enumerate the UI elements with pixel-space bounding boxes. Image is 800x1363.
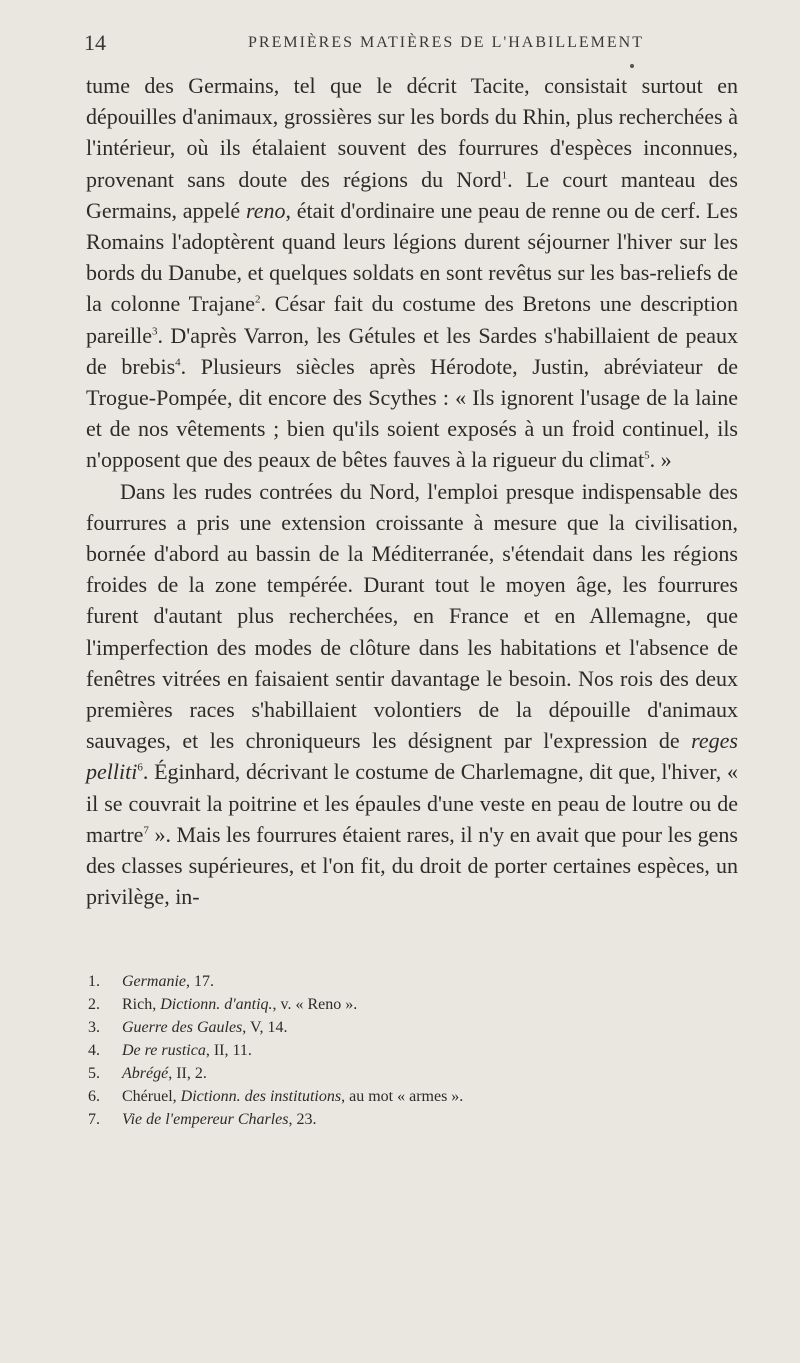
footnote-ref-6[interactable]: 6 xyxy=(137,762,143,775)
footnote-ref-3[interactable]: 3 xyxy=(151,325,158,338)
footnote-text xyxy=(122,1039,252,1062)
footnote-text xyxy=(122,993,357,1016)
paragraph-2-text: Dans les rudes contrées du Nord, l'emploi presque indispensable des fourrures a pris une extension croissante à mesure que la civilisation, bornée d'abord au bassin de la Méditerranée, s'étendait dans les régions froides de la zone tempérée. Durant tout le moyen âge, les fourrures furent d'autant plus recherchées, en France et en Allemagne, que l'imperfection des modes de clôture dans les habitations et l'absence de fenêtres vitrées en faisaient sentir davantage le besoin. Nos rois des deux premières races s'habillaient volontiers de la dépouille d'animaux sauvages, et les chroniqueurs les désignent par l'expression de xyxy=(86,478,738,754)
footnote-rest: , v. « Reno ». xyxy=(272,996,358,1014)
footnote-rest: , II, 11. xyxy=(205,1042,252,1060)
ornament-dot xyxy=(630,64,634,68)
footnote-author: Rich, xyxy=(122,996,161,1014)
footnote-2 xyxy=(86,993,738,1016)
footnote-title: Guerre des Gaules xyxy=(122,1019,243,1037)
body-text xyxy=(86,70,738,912)
italic-term-reges-pelliti: reges pelliti xyxy=(86,728,738,785)
footnote-ref-4[interactable]: 4 xyxy=(175,356,181,369)
footnote-6 xyxy=(86,1085,738,1108)
footnote-5 xyxy=(86,1062,738,1085)
footnote-rest: , 23. xyxy=(288,1111,317,1129)
paragraph-1-text: , était d'ordinaire une peau de renne ou de cerf. Les Romains l'adoptèrent quand leurs légions durent séjourner l'hiver sur les bords du Danube, et quelques soldats en sont revêtus sur les bas-reliefs de la colonne Trajane xyxy=(86,197,738,317)
paragraph-1-text: . D'après Varron, les Gétules et les Sardes s'habillaient de peaux de brebis xyxy=(86,322,738,379)
paragraph-1-text: tume des Germains, tel que le décrit Tacite, consistait surtout en dépouilles d'animaux, grossières sur les bords du Rhin, plus recherchées à l'intérieur, où ils étalaient souvent des fourrures d'espèces inconnues, provenant sans doute des régions du Nord xyxy=(86,73,738,192)
paragraph-1-text: . Le court manteau des Germains, appelé xyxy=(86,166,738,223)
footnotes xyxy=(86,970,738,1131)
paragraph-1-text: . » xyxy=(649,447,672,473)
footnote-ref-5[interactable]: 5 xyxy=(644,450,650,463)
footnote-title: Germanie xyxy=(122,973,186,991)
footnote-title: De re rustica xyxy=(122,1042,206,1060)
footnote-text xyxy=(122,1016,287,1039)
paragraph-2-text: ». Mais les fourrures étaient rares, il n'y en avait que pour les gens des classes supérieures, et l'on fit, du droit de porter certaines espèces, un privilège, in- xyxy=(86,821,738,910)
footnote-ref-1[interactable]: 1 xyxy=(501,169,508,182)
footnote-text xyxy=(122,1062,207,1085)
footnote-text xyxy=(122,1085,463,1108)
paragraph-1 xyxy=(86,70,738,476)
footnote-title: Vie de l'empereur Charles xyxy=(122,1111,289,1129)
footnote-number: 5. xyxy=(88,1065,100,1083)
italic-term-reno: reno xyxy=(245,197,286,223)
footnote-title: Abrégé xyxy=(122,1065,169,1083)
footnote-number: 7. xyxy=(88,1111,100,1129)
paragraph-2 xyxy=(86,476,738,913)
footnote-title: Dictionn. des institutions xyxy=(180,1088,342,1106)
footnote-rest: , V, 14. xyxy=(242,1019,288,1037)
footnote-4 xyxy=(86,1039,738,1062)
page-number: 14 xyxy=(84,30,106,55)
footnote-ref-2[interactable]: 2 xyxy=(255,294,261,307)
running-head xyxy=(84,28,738,58)
paragraph-2-text: . Éginhard, décrivant le costume de Charlemagne, dit que, l'hiver, « il se couvrait la poitrine et les épaules d'une veste en peau de loutre ou de martre xyxy=(86,759,738,847)
footnote-author: Chéruel, xyxy=(122,1088,181,1106)
paragraph-1-text: . César fait du costume des Bretons une description pareille xyxy=(86,291,738,348)
paragraph-1-text: . Plusieurs siècles après Hérodote, Justin, abréviateur de Trogue-Pompée, dit encore des Scythes : « Ils ignorent l'usage de la laine et de nos vêtements ; bien qu'ils soient exposés à un froid continuel, ils n'opposent que des peaux de bêtes fauves à la rigueur du climat xyxy=(86,353,739,473)
footnote-text xyxy=(122,1108,317,1131)
footnote-text xyxy=(122,970,214,993)
footnote-number: 1. xyxy=(88,973,100,991)
footnote-7 xyxy=(86,1108,738,1131)
footnote-3 xyxy=(86,1016,738,1039)
footnote-number: 3. xyxy=(88,1019,100,1037)
footnote-rest: , au mot « armes ». xyxy=(341,1088,464,1106)
running-title: PREMIÈRES MATIÈRES DE L'HABILLEMENT xyxy=(248,34,644,51)
footnote-number: 4. xyxy=(88,1042,100,1060)
footnote-rest: , II, 2. xyxy=(168,1065,207,1083)
footnote-ref-7[interactable]: 7 xyxy=(143,824,149,837)
footnote-title: Dictionn. d'antiq. xyxy=(160,996,273,1014)
footnote-number: 2. xyxy=(88,996,100,1014)
footnote-1 xyxy=(86,970,738,993)
footnote-rest: , 17. xyxy=(185,973,214,991)
footnote-number: 6. xyxy=(88,1088,100,1106)
